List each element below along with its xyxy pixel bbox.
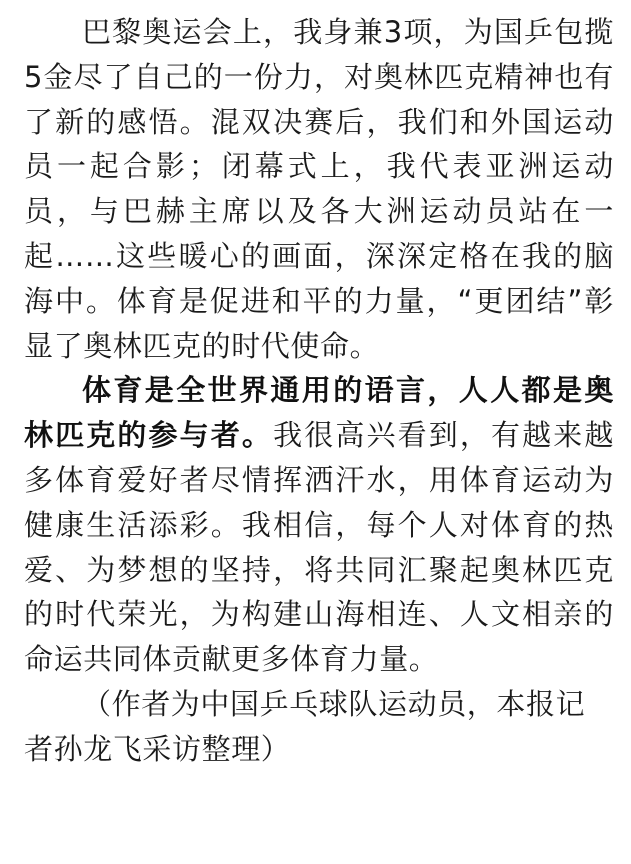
paragraph-2-bold-lead: 体育是全世界通用的语言，人人都是奥林匹克的参与者。 xyxy=(24,373,614,453)
paragraph-1-text: 巴黎奥运会上，我身兼3项，为国乒包揽5金尽了自己的一份力，对奥林匹克精神也有了新的感悟。混双决赛后，我们和外国运动员一起合影；闭幕式上，我代表亚洲运动员，与巴赫主席以及各大洲运动员站在一起……这些暖心的画面，深深定格在我的脑海中。体育是促进和平的力量，“更团结”彰显了奥林匹克的时代使命。 xyxy=(24,15,614,363)
article-body xyxy=(24,10,614,772)
byline-text: （作者为中国乒乓球队运动员，本报记者孙龙飞采访整理） xyxy=(24,686,586,766)
article-paragraph-2 xyxy=(24,368,614,682)
author-byline xyxy=(24,682,614,772)
article-paragraph-1 xyxy=(24,10,614,368)
paragraph-2-text: 我很高兴看到，有越来越多体育爱好者尽情挥洒汗水，用体育运动为健康生活添彩。我相信，每个人对体育的热爱、为梦想的坚持，将共同汇聚起奥林匹克的时代荣光，为构建山海相连、人文相亲的命运共同体贡献更多体育力量。 xyxy=(24,418,614,677)
